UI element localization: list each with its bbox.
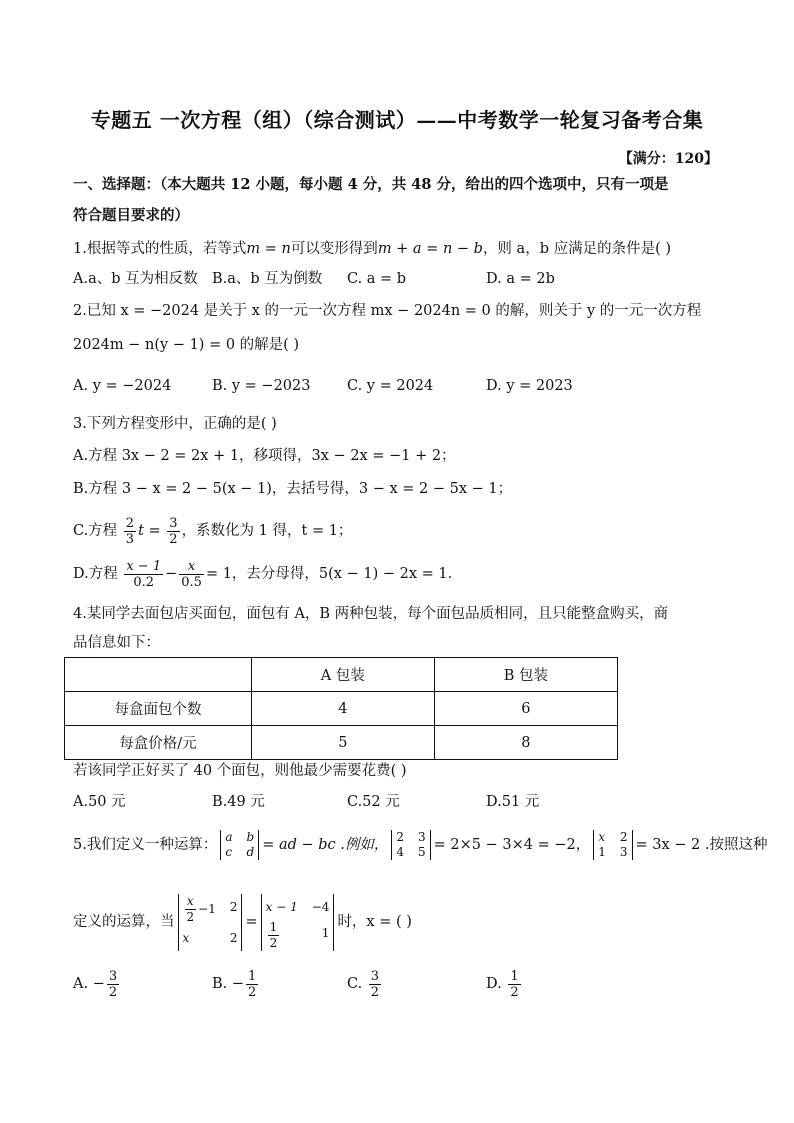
det-entry: 2 [229, 899, 238, 914]
q3-option-c-rest: ，系数化为 1 得，t = 1； [181, 523, 353, 539]
q4-option-a: A.50 元 [73, 794, 126, 810]
fraction-numerator: 3 [108, 968, 118, 984]
option-label: B. − [212, 976, 245, 992]
option-fraction [107, 969, 119, 1000]
determinant-example2 [593, 830, 632, 860]
det-entry: 1 [321, 925, 330, 940]
fraction-numerator: 2 [125, 515, 135, 531]
q2-option-b: B. y = −2023 [212, 378, 311, 394]
table-cell: 每盒面包个数 [65, 692, 252, 726]
det-entry: $\frac{x}{2}$ −1 [186, 893, 216, 924]
q3-option-d-rest: = 1，去分母得，5(x − 1) − 2x = 1. [205, 566, 453, 582]
q4-stem-line2: 品信息如下： [73, 635, 160, 651]
q3-stem: 3.下列方程变形中，正确的是( ) [73, 416, 277, 432]
q3-option-c-fraction2 [167, 516, 179, 547]
fraction-numerator: 3 [370, 968, 380, 984]
q5-option-b [212, 966, 260, 1002]
determinant-def [220, 830, 259, 860]
q3-option-c-fraction1 [124, 516, 136, 547]
q1-eq1: m = n [246, 241, 291, 257]
q4-stem-line3: 若该同学正好买了 40 个面包，则他最少需要花费( ) [73, 763, 407, 779]
q2-option-c: C. y = 2024 [347, 378, 434, 394]
det-entry: x [182, 930, 190, 945]
det-entry: 2 [229, 930, 238, 945]
fraction-numerator: x [179, 559, 204, 575]
q3-option-d-minus: − [165, 566, 178, 582]
full-score: 【满分：120】 [618, 151, 718, 167]
q5-ex2-rhs: = 3x − 2 .按照这种 [635, 837, 768, 853]
q3-option-d-fraction1 [124, 559, 163, 590]
det-entry: a [225, 830, 233, 844]
det-entry: $\frac{1}{2}$ [269, 919, 278, 950]
q3-option-a: A.方程 3x − 2 = 2x + 1，移项得，3x − 2x = −1 + 2； [73, 448, 456, 464]
option-fraction [508, 969, 520, 1000]
option-fraction [369, 969, 381, 1000]
fraction-numerator: 1 [510, 968, 519, 984]
fraction-denominator: 2 [370, 984, 380, 1000]
det-entry: 3 [619, 845, 628, 859]
table-header-cell: B 包装 [434, 658, 617, 692]
det-entry: 5 [418, 845, 426, 859]
q1-option-c: C. a = b [347, 271, 407, 287]
q3-option-d-label: D.方程 [73, 566, 118, 582]
q3-option-d [73, 556, 452, 592]
fraction-numerator: 1 [248, 968, 257, 984]
section-heading-line2: 符合题目要求的） [73, 207, 189, 224]
q4-option-c: C.52 元 [347, 794, 400, 810]
q5-option-d [486, 966, 523, 1002]
q2-stem-line1: 2.已知 x = −2024 是关于 x 的一元一次方程 mx − 2024n = 0 的解，则关于 y 的一元一次方程 [73, 303, 702, 319]
q1-option-b: B.a、b 互为倒数 [212, 271, 323, 287]
q4-option-b: B.49 元 [212, 794, 265, 810]
fraction-denominator: 2 [510, 984, 519, 1000]
q4-option-d: D.51 元 [486, 794, 540, 810]
section-heading-line1: 一、选择题：（本大题共 12 小题，每小题 4 分，共 48 分，给出的四个选项中，只有一项是 [73, 176, 669, 193]
fraction-denominator: 3 [125, 531, 135, 547]
table-header-cell [65, 658, 252, 692]
table-cell: 5 [252, 726, 435, 760]
q5-ex1-rhs: = 2×5 − 3×4 = −2， [433, 837, 591, 853]
q1-option-d: D. a = 2b [486, 271, 555, 287]
determinant-example1 [391, 830, 430, 860]
q1-stem [73, 239, 671, 259]
fraction-denominator: 2 [248, 984, 257, 1000]
q1-stem-b: 可以变形得到 [290, 241, 378, 257]
det-entry: −4 [311, 899, 330, 914]
option-label: C. [347, 976, 367, 992]
det-entry: 1 [598, 845, 606, 859]
fraction-numerator: 3 [169, 515, 178, 531]
table-cell: 每盒价格/元 [65, 726, 252, 760]
q1-option-a: A.a、b 互为相反数 [73, 271, 198, 287]
det-entry: b [246, 830, 255, 844]
q2-stem-line2: 2024m − n(y − 1) = 0 的解是( ) [73, 337, 300, 353]
q3-option-c [73, 513, 352, 549]
goods-table [64, 657, 618, 760]
q5-option-c [347, 966, 383, 1002]
det-entry: d [246, 845, 255, 859]
q1-stem-a: 1.根据等式的性质，若等式 [73, 241, 247, 257]
table-header-row [65, 658, 618, 692]
q5-option-a [73, 966, 121, 1002]
det-entry: x [598, 830, 606, 844]
table-row [65, 692, 618, 726]
q5-def-rhs: = ad − bc .例如， [262, 837, 389, 853]
det-entry: x − 1 [265, 899, 298, 914]
option-label: A. − [73, 976, 105, 992]
det-entry: 3 [418, 830, 426, 844]
fraction-numerator: x − 1 [126, 558, 162, 574]
q2-option-a: A. y = −2024 [73, 378, 172, 394]
option-label: D. [486, 976, 507, 992]
table-cell: 8 [434, 726, 617, 760]
q2-option-d: D. y = 2023 [486, 378, 573, 394]
q4-stem-line1: 4.某同学去面包店买面包，面包有 A，B 两种包装，每个面包品质相同，且只能整盒购买，商 [73, 606, 669, 622]
fraction-denominator: 0.2 [133, 574, 155, 590]
q1-eq2: m + a = n − b [377, 241, 483, 257]
det-entry: 4 [396, 845, 405, 859]
q5-stem-line2 [73, 890, 412, 954]
determinant-left [178, 894, 243, 951]
determinant-right [261, 894, 335, 951]
table-row [65, 726, 618, 760]
fraction-denominator: 2 [169, 531, 178, 547]
fraction-denominator: 0.5 [181, 574, 202, 590]
option-fraction [246, 969, 258, 1000]
q3-option-b: B.方程 3 − x = 2 − 5(x − 1)，去括号得，3 − x = 2 − 5x − 1； [73, 481, 513, 497]
q5-stem-a: 5.我们定义一种运算： [73, 837, 218, 853]
q3-option-c-label: C.方程 [73, 523, 118, 539]
q5-stem-line1 [73, 825, 768, 865]
q5-stem-b: 定义的运算，当 [73, 914, 175, 930]
q5-stem-c: 时，x = ( ) [337, 914, 412, 930]
page-title: 专题五 一次方程（组）（综合测试）——中考数学一轮复习备考合集 [90, 108, 704, 132]
det-entry: 2 [396, 830, 405, 844]
fraction-denominator: 2 [108, 984, 118, 1000]
table-header-cell: A 包装 [252, 658, 435, 692]
q3-option-d-fraction2 [179, 559, 204, 590]
det-entry: 2 [619, 830, 628, 844]
det-entry: c [225, 845, 233, 859]
table-cell: 6 [434, 692, 617, 726]
q1-stem-c: ，则 a，b 应满足的条件是( ) [482, 241, 672, 257]
q5-stem-eq: = [245, 914, 258, 930]
table-cell: 4 [252, 692, 435, 726]
q3-option-c-t: t = [138, 523, 161, 539]
